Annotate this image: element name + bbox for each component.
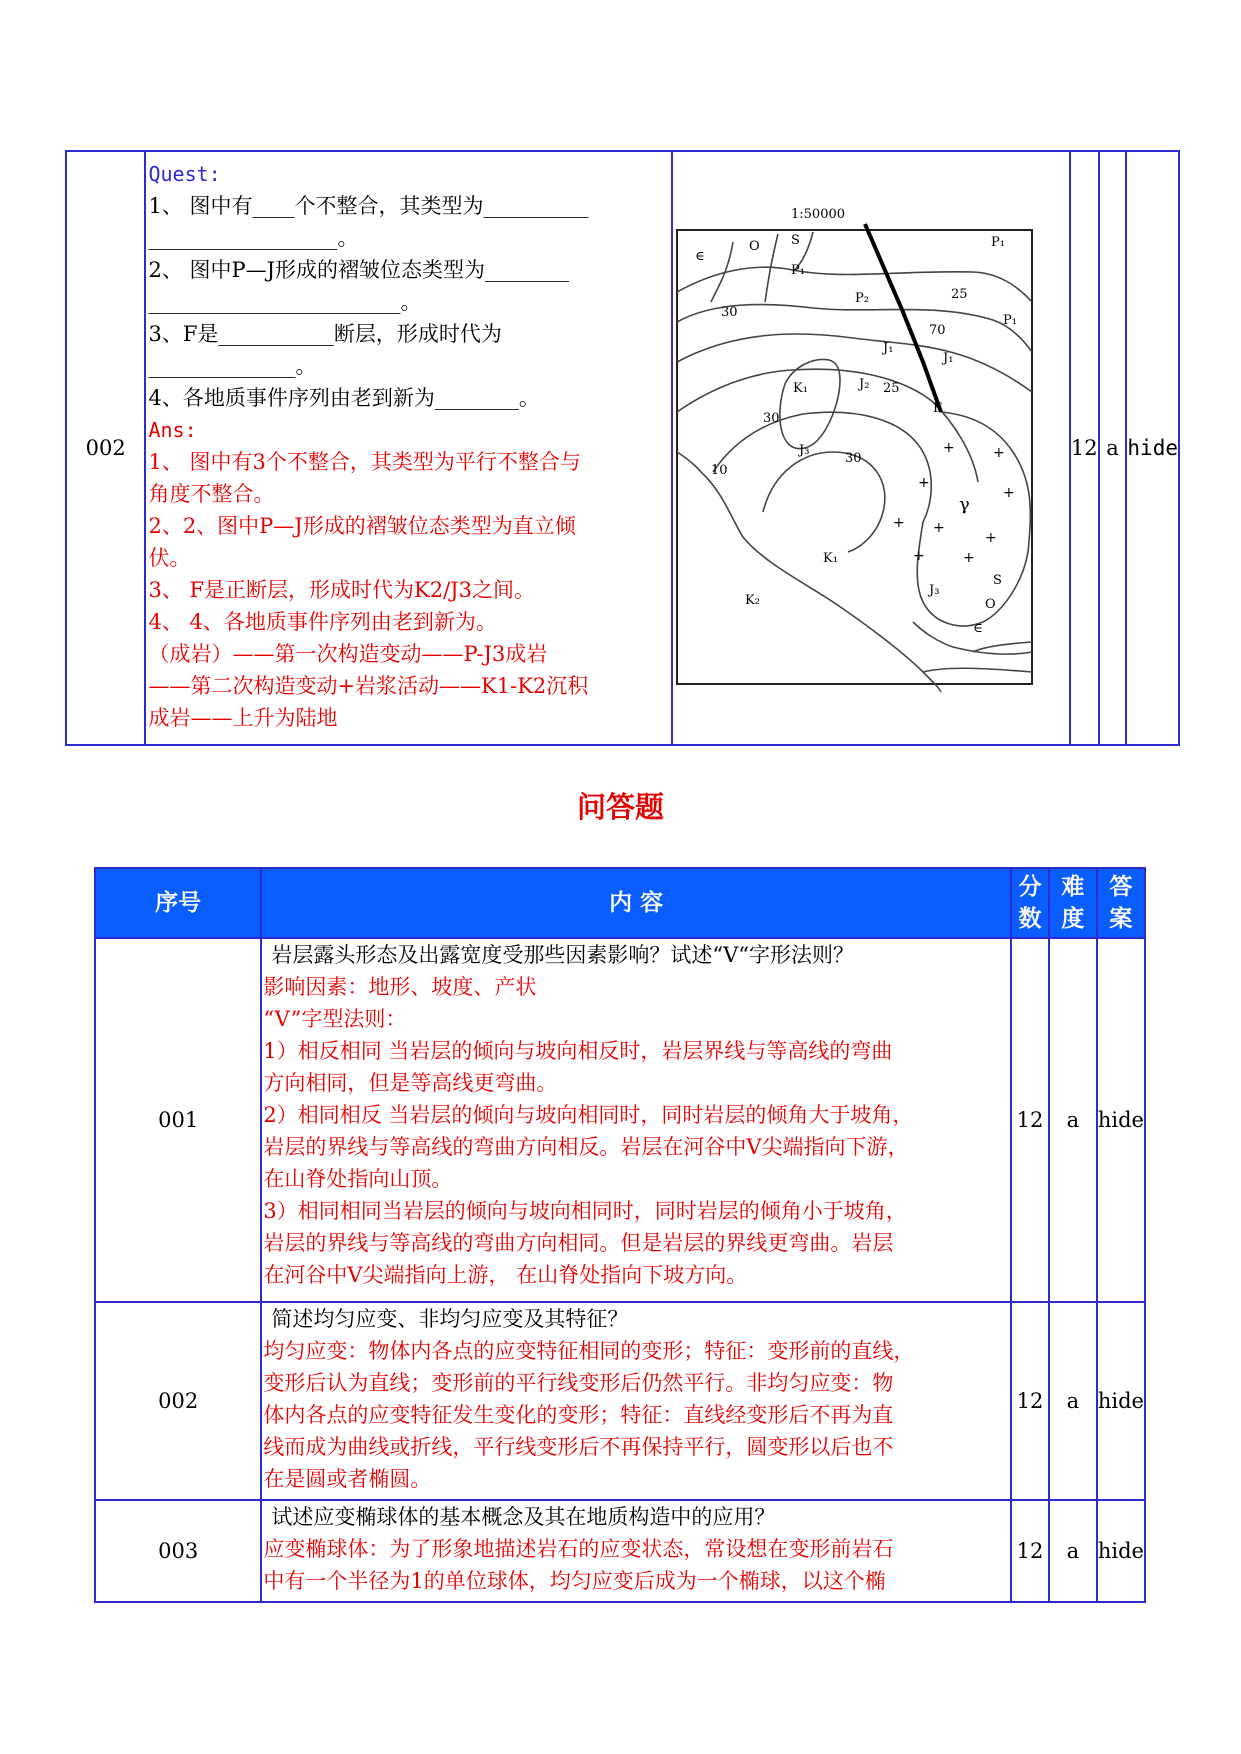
map-label: J₃ (798, 443, 810, 458)
map-label: J₃ (928, 583, 940, 598)
row-answer: hide (1097, 1302, 1145, 1500)
ans-line: 成岩——上升为陆地 (148, 706, 338, 730)
table-row (95, 1500, 1145, 1602)
table-row (95, 1302, 1145, 1500)
map-label: 30 (762, 411, 780, 426)
svg-text:+: + (984, 530, 997, 546)
map-label: γ (958, 494, 970, 515)
map-scale: 1:50000 (790, 207, 845, 222)
ans-line: 2、2、图中P—J形成的褶皱位态类型为直立倾 (148, 514, 576, 538)
section-title: 问答题 (576, 790, 664, 824)
map-label: 70 (928, 323, 946, 338)
answer-line: 变形后认为直线；变形前的平行线变形后仍然平行。非均匀应变：物 (263, 1371, 894, 1395)
header-content: 内 容 (261, 868, 1011, 938)
quest-line: __________________。 (148, 226, 359, 250)
map-label: 30 (720, 305, 738, 320)
answer-line: 在山脊处指向山顶。 (263, 1167, 453, 1191)
map-label: K₁ (822, 551, 838, 566)
row-answer: hide (1097, 1500, 1145, 1602)
answer-line: 在是圆或者椭圆。 (263, 1467, 432, 1491)
ans-line: 4、 4、各地质事件序列由老到新为。 (148, 610, 497, 634)
quest-table (65, 150, 1180, 746)
map-label: O (984, 597, 996, 612)
svg-text:+: + (932, 520, 945, 536)
quest-line: 3、F是___________断层，形成时代为 (148, 322, 502, 346)
answer-line: “V”字型法则： (263, 1007, 407, 1031)
quest-line: 4、各地质事件序列由老到新为________。 (148, 386, 540, 410)
answer-line: 方向相同，但是等高线更弯曲。 (263, 1071, 558, 1095)
map-label: F (932, 401, 942, 416)
ans-line: 1、 图中有3个不整合，其类型为平行不整合与 (148, 450, 581, 474)
answer-line: 岩层的界线与等高线的弯曲方向相同。但是岩层的界线更弯曲。岩层 (263, 1231, 894, 1255)
svg-text:+: + (892, 515, 905, 531)
map-label: P₁ (990, 235, 1005, 250)
row-content (261, 1302, 1011, 1500)
answer-line: 岩层的界线与等高线的弯曲方向相反。岩层在河谷中V尖端指向下游， (263, 1135, 909, 1159)
qa-table (94, 867, 1146, 1603)
svg-text:+: + (942, 440, 955, 456)
map-label: 25 (950, 287, 968, 302)
row-no: 003 (95, 1500, 261, 1602)
row-content (261, 938, 1011, 1302)
table-row (66, 151, 1179, 745)
answer-hidden: hide (1126, 151, 1179, 745)
map-label: 30 (844, 451, 862, 466)
question-number: 002 (66, 151, 145, 745)
svg-text:+: + (912, 548, 925, 564)
ans-line: 伏。 (148, 546, 191, 570)
row-score: 12 (1011, 1302, 1049, 1500)
map-label: P₂ (854, 291, 869, 306)
table-header-row (95, 868, 1145, 938)
score: 12 (1070, 151, 1099, 745)
ans-line: ——第二次构造变动+岩浆活动——K1-K2沉积 (148, 674, 589, 698)
question-text: 简述均匀应变、非均匀应变及其特征？ (271, 1307, 629, 1331)
map-label: P₁ (790, 263, 805, 278)
row-no: 001 (95, 938, 261, 1302)
row-difficulty: a (1049, 1302, 1097, 1500)
map-label: 10 (710, 463, 728, 478)
map-label: J₂ (858, 377, 870, 392)
map-label: K₂ (744, 593, 760, 608)
question-text: 岩层露头形态及出露宽度受那些因素影响？试述“V“字形法则？ (271, 943, 854, 967)
quest-line: 2、 图中P—J形成的褶皱位态类型为________ (148, 258, 570, 282)
ans-line: （成岩）——第一次构造变动——P-J3成岩 (148, 642, 548, 666)
svg-text:+: + (1002, 485, 1015, 501)
quest-line: ______________。 (148, 354, 317, 378)
answer-line: 中有一个半径为1的单位球体，均匀应变后成为一个椭球，以这个椭 (263, 1569, 886, 1593)
answer-line: 2）相同相反 当岩层的倾向与坡向相同时，同时岩层的倾角大于坡角， (263, 1103, 914, 1127)
question-text: 试述应变椭球体的基本概念及其在地质构造中的应用？ (271, 1505, 776, 1529)
header-answer: 答 案 (1097, 868, 1145, 938)
answer-line: 3）相同相同当岩层的倾向与坡向相同时，同时岩层的倾角小于坡角， (263, 1199, 907, 1223)
row-no: 002 (95, 1302, 261, 1500)
map-label: ∈ (694, 249, 705, 264)
answer-line: 影响因素：地形、坡度、产状 (263, 975, 537, 999)
geologic-map-cell (672, 151, 1070, 745)
answer-line: 均匀应变：物体内各点的应变特征相同的变形；特征：变形前的直线， (263, 1339, 915, 1363)
question-answer-cell (145, 151, 671, 745)
answer-line: 1）相反相同 当岩层的倾向与坡向相反时，岩层界线与等高线的弯曲 (263, 1039, 893, 1063)
row-score: 12 (1011, 1500, 1049, 1602)
quest-label: Quest: (148, 162, 221, 186)
svg-text:+: + (917, 475, 930, 491)
map-label: O (748, 239, 760, 254)
row-answer: hide (1097, 938, 1145, 1302)
map-label: S (992, 573, 1002, 588)
ans-line: 角度不整合。 (148, 482, 275, 506)
svg-text:+: + (992, 445, 1005, 461)
map-label: P₁ (1002, 313, 1017, 328)
answer-line: 在河谷中V尖端指向上游， 在山脊处指向下坡方向。 (263, 1263, 748, 1287)
row-content (261, 1500, 1011, 1602)
row-difficulty: a (1049, 1500, 1097, 1602)
quest-line: ________________________。 (148, 290, 422, 314)
geologic-map (673, 152, 1067, 740)
answer-line: 应变椭球体：为了形象地描述岩石的应变状态，常设想在变形前岩石 (263, 1537, 894, 1561)
answer-line: 线而成为曲线或折线，平行线变形后不再保持平行，圆变形以后也不 (263, 1435, 894, 1459)
header-no: 序号 (95, 868, 261, 938)
answer-line: 体内各点的应变特征发生变化的变形；特征：直线经变形后不再为直 (263, 1403, 894, 1427)
map-label: K₁ (792, 381, 808, 396)
row-difficulty: a (1049, 938, 1097, 1302)
map-label: S (790, 233, 800, 248)
map-label: J₁ (882, 341, 894, 356)
row-score: 12 (1011, 938, 1049, 1302)
map-label: J₁ (942, 351, 954, 366)
ans-line: 3、 F是正断层，形成时代为K2/J3之间。 (148, 578, 535, 602)
quest-line: 1、 图中有____个不整合，其类型为__________ (148, 194, 589, 218)
map-label: 25 (882, 381, 900, 396)
header-difficulty: 难 度 (1049, 868, 1097, 938)
table-row (95, 938, 1145, 1302)
map-label: ∈ (972, 621, 983, 636)
difficulty: a (1099, 151, 1127, 745)
ans-label: Ans: (148, 418, 197, 442)
header-score: 分 数 (1011, 868, 1049, 938)
svg-text:+: + (962, 550, 975, 566)
